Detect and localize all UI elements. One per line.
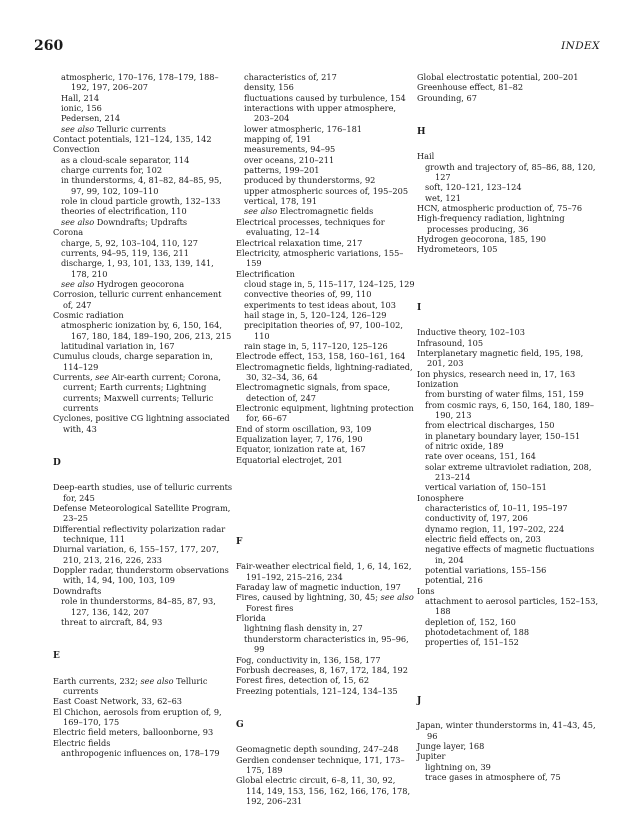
index-entry: Equator, ionization rate at, 167	[236, 444, 366, 455]
index-subentry: threat to aircraft, 84, 93	[61, 616, 163, 627]
spacer	[53, 627, 233, 651]
index-subentry: density, 156	[244, 82, 294, 93]
index-subentry: atmospheric, 170–176, 178–179, 188–192, 197, 206–207	[61, 72, 219, 93]
index-subentry: Hall, 214	[61, 92, 100, 103]
index-subentry: solar extreme ultraviolet radiation, 208, 213–214	[425, 461, 592, 482]
index-subentry: of nitric oxide, 189	[425, 440, 504, 451]
index-entry: Corrosion, telluric current enhancement of, 247	[53, 289, 222, 310]
index-subentry: rain stage in, 5, 117–120, 125–126	[244, 340, 388, 351]
index-entry: Differential reflectivity polarization radar technique, 111	[53, 523, 226, 545]
index-entry: Forest fires, detection of, 15, 62	[236, 675, 370, 686]
index-subentry: see also Electromagnetic fields	[244, 206, 374, 217]
index-entry: Fires, caused by lightning, 30, 45; see also Forest fires	[236, 592, 414, 613]
index-subentry: charge currents for, 102	[61, 165, 163, 176]
index-entry: Diurnal variation, 6, 155–157, 177, 207, 210, 213, 216, 226, 233	[53, 544, 220, 565]
index-entry: Hydrometeors, 105	[417, 244, 498, 255]
index-entry: Ion physics, research need in, 17, 163	[417, 368, 576, 379]
index-subentry: lightning on, 39	[425, 761, 491, 772]
index-subentry: potential, 216	[425, 575, 483, 586]
index-subentry: characteristics of, 10–11, 195–197	[425, 503, 568, 513]
index-subentry: see also Downdrafts; Updrafts	[61, 216, 188, 227]
index-subentry: growth and trajectory of, 85–86, 88, 120, 127	[425, 161, 596, 183]
index-subentry: conductivity of, 197, 206	[425, 513, 528, 524]
index-subentry: cloud stage in, 5, 115–117, 124–125, 129	[244, 278, 415, 289]
index-entry: Electromagnetic fields, lightning-radiated, 30, 32–34, 36, 64	[236, 361, 413, 382]
index-entry: Japan, winter thunderstorms in, 41–43, 45, 96	[417, 720, 596, 741]
index-subentry: vertical, 178, 191	[244, 196, 318, 207]
index-entry: El Chichon, aerosols from eruption of, 9, 169–170, 175	[53, 706, 222, 727]
index-subentry: convective theories of, 99, 110	[244, 289, 372, 300]
index-subentry: produced by thunderstorms, 92	[244, 175, 376, 186]
page-header	[34, 38, 600, 58]
spacer	[236, 489, 416, 513]
spacer	[53, 662, 233, 676]
index-entry: Electrode effect, 153, 158, 160–161, 164	[236, 351, 406, 362]
index-entry: Greenhouse effect, 81–82	[417, 82, 524, 93]
index-subentry: in thunderstorms, 4, 81–82, 84–85, 95, 97, 99, 102, 109–110	[61, 175, 222, 196]
index-entry: Contact potentials, 121–124, 135, 142	[53, 134, 212, 145]
index-entry: Hail	[417, 151, 435, 162]
index-entry: High-frequency radiation, lightning processes producing, 36	[417, 213, 565, 234]
index-subentry: vertical variation of, 150–151	[425, 482, 547, 493]
index-entry: Interplanetary magnetic field, 195, 198, 201, 203	[417, 347, 584, 369]
index-entry: Corona	[53, 227, 84, 238]
index-entry: Electrification	[236, 268, 295, 279]
index-subentry: patterns, 199–201	[244, 165, 320, 176]
section-letter: H	[417, 127, 426, 138]
section-letter: J	[417, 695, 422, 706]
spacer	[417, 255, 601, 279]
index-entry: Ions	[417, 585, 435, 596]
index-entry: Downdrafts	[53, 585, 102, 596]
index-entry: Cosmic radiation	[53, 309, 124, 320]
spacer	[236, 696, 416, 720]
index-entry: Jupiter	[417, 751, 446, 762]
index-entry: Fog, conductivity in, 136, 158, 177	[236, 654, 381, 665]
spacer	[417, 279, 601, 303]
index-entry: Ionization	[417, 378, 459, 389]
index-entry: Infrasound, 105	[417, 337, 484, 348]
index-entry: Geomagnetic depth sounding, 247–248	[236, 744, 399, 755]
index-subentry: rate over oceans, 151, 164	[425, 451, 536, 462]
index-subentry: characteristics of, 217	[244, 72, 337, 82]
index-subentry: interactions with upper atmosphere, 203–204	[244, 103, 397, 124]
section-letter: E	[53, 651, 60, 662]
index-entry: Doppler radar, thunderstorm observations with, 14, 94, 100, 103, 109	[53, 565, 229, 586]
index-entry: Electric field meters, balloonborne, 93	[53, 727, 214, 738]
index-entry: Deep-earth studies, use of telluric currents for, 245	[53, 482, 233, 503]
index-subentry: hail stage in, 5, 120–124, 126–129	[244, 309, 387, 320]
spacer	[236, 513, 416, 537]
index-subentry: soft, 120–121, 123–124	[425, 182, 522, 193]
index-subentry: as a cloud-scale separator, 114	[61, 154, 190, 165]
spacer	[53, 434, 233, 458]
spacer	[236, 547, 416, 561]
index-column-1	[53, 72, 233, 758]
index-subentry: from bursting of water films, 151, 159	[425, 389, 584, 400]
index-subentry: depletion of, 152, 160	[425, 616, 516, 627]
index-subentry: charge, 5, 92, 103–104, 110, 127	[61, 237, 198, 248]
index-entry: Defense Meteorological Satellite Program, 23–25	[53, 503, 231, 524]
index-subentry: attachment to aerosol particles, 152–153, 188	[425, 596, 599, 617]
index-subentry: potential variations, 155–156	[425, 565, 547, 576]
index-entry: Electronic equipment, lightning protection for, 66–67	[236, 403, 414, 424]
index-subentry: trace gases in atmosphere of, 75	[425, 771, 561, 782]
index-entry: Electromagnetic signals, from space, detection of, 247	[236, 382, 391, 403]
index-entry: Electricity, atmospheric variations, 155–159	[236, 247, 404, 269]
index-entry: Currents, see Air-earth current; Corona, current; Earth currents; Lightning currents; Maxwell currents; Telluric currents	[53, 371, 221, 413]
index-subentry: fluctuations caused by turbulence, 154	[244, 92, 406, 103]
spacer	[53, 468, 233, 482]
index-entry: Global electric circuit, 6–8, 11, 30, 92, 114, 149, 153, 156, 162, 166, 176, 178, 192, 206–231	[236, 775, 411, 806]
index-column-3	[417, 72, 601, 782]
index-subentry: mapping of, 191	[244, 134, 312, 145]
index-subentry: Pedersen, 214	[61, 113, 121, 124]
section-letter: F	[236, 537, 243, 548]
index-subentry: experiments to test ideas about, 103	[244, 299, 396, 310]
section-letter: D	[53, 458, 61, 469]
index-subentry: theories of electrification, 110	[61, 206, 187, 217]
index-entry: Equalization layer, 7, 176, 190	[236, 434, 363, 445]
index-entry: Faraday law of magnetic induction, 197	[236, 582, 401, 593]
index-entry: Electric fields	[53, 737, 111, 748]
spacer	[417, 672, 601, 696]
index-subentry: dynamo region, 11, 197–202, 224	[425, 523, 565, 534]
spacer	[417, 648, 601, 672]
index-subentry: atmospheric ionization by, 6, 150, 164, 167, 180, 184, 189–190, 206, 213, 215	[61, 320, 232, 341]
spacer	[417, 313, 601, 327]
index-subentry: role in thunderstorms, 84–85, 87, 93, 127, 136, 142, 207	[61, 596, 216, 617]
index-entry: Cumulus clouds, charge separation in, 114–129	[53, 351, 213, 372]
index-subentry: negative effects of magnetic fluctuations in, 204	[425, 544, 595, 565]
index-subentry: anthropogenic influences on, 178–179	[61, 747, 220, 758]
index-subentry: measurements, 94–95	[244, 144, 336, 155]
index-subentry: latitudinal variation in, 167	[61, 340, 175, 351]
index-entry: Global electrostatic potential, 200–201	[417, 72, 579, 82]
index-entry: Florida	[236, 613, 266, 624]
index-entry: Hydrogen geocorona, 185, 190	[417, 234, 547, 245]
index-entry: Cyclones, positive CG lightning associated with, 43	[53, 413, 230, 434]
index-subentry: over oceans, 210–211	[244, 154, 335, 165]
running-head: INDEX	[561, 40, 600, 52]
index-subentry: ionic, 156	[61, 103, 102, 114]
spacer	[236, 730, 416, 744]
index-subentry: properties of, 151–152	[425, 637, 519, 648]
index-subentry: photodetachment of, 188	[425, 627, 530, 638]
index-entry: Gerdien condenser technique, 171, 173–175, 189	[236, 754, 405, 775]
index-entry: Earth currents, 232; see also Telluric currents	[53, 675, 208, 696]
index-subentry: thunderstorm characteristics in, 95–96, 99	[244, 633, 409, 655]
index-subentry: role in cloud particle growth, 132–133	[61, 196, 221, 207]
index-entry: Electrical processes, techniques for evaluating, 12–14	[236, 216, 385, 238]
spacer	[236, 465, 416, 489]
spacer	[417, 706, 601, 720]
index-entry: HCN, atmospheric production of, 75–76	[417, 203, 583, 214]
spacer	[417, 137, 601, 151]
index-column-2	[236, 72, 416, 806]
index-entry: Fair-weather electrical field, 1, 6, 14, 162, 191–192, 215–216, 234	[236, 561, 412, 582]
index-subentry: from electrical discharges, 150	[425, 420, 555, 431]
index-subentry: from cosmic rays, 6, 150, 164, 180, 189–190, 213	[425, 399, 594, 420]
index-subentry: currents, 94–95, 119, 136, 211	[61, 247, 189, 258]
index-subentry: upper atmospheric sources of, 195–205	[244, 185, 409, 196]
section-letter: G	[236, 719, 244, 730]
index-entry: End of storm oscillation, 93, 109	[236, 423, 372, 434]
index-entry: Grounding, 67	[417, 92, 477, 103]
page-number: 260	[34, 38, 64, 54]
spacer	[417, 103, 601, 127]
section-letter: I	[417, 302, 422, 313]
index-entry: Freezing potentials, 121–124, 134–135	[236, 685, 398, 696]
index-subentry: discharge, 1, 93, 101, 133, 139, 141, 178, 210	[61, 258, 214, 279]
index-subentry: see also Telluric currents	[61, 123, 166, 134]
index-entry: Ionosphere	[417, 492, 464, 503]
index-entry: East Coast Network, 33, 62–63	[53, 696, 182, 707]
index-entry: Forbush decreases, 8, 167, 172, 184, 192	[236, 664, 408, 675]
index-entry: Equatorial electrojet, 201	[236, 454, 343, 465]
index-entry: Electrical relaxation time, 217	[236, 237, 363, 248]
index-subentry: lightning flash density in, 27	[244, 623, 363, 634]
index-entry: Convection	[53, 144, 100, 155]
index-subentry: precipitation theories of, 97, 100–102, 110	[244, 320, 403, 341]
index-subentry: electric field effects on, 203	[425, 534, 541, 545]
index-subentry: lower atmospheric, 176–181	[244, 123, 363, 134]
index-entry: Junge layer, 168	[417, 740, 485, 751]
index-subentry: wet, 121	[425, 192, 461, 203]
index-subentry: in planetary boundary layer, 150–151	[425, 430, 581, 441]
index-subentry: see also Hydrogen geocorona	[61, 278, 185, 289]
index-entry: Inductive theory, 102–103	[417, 327, 525, 338]
